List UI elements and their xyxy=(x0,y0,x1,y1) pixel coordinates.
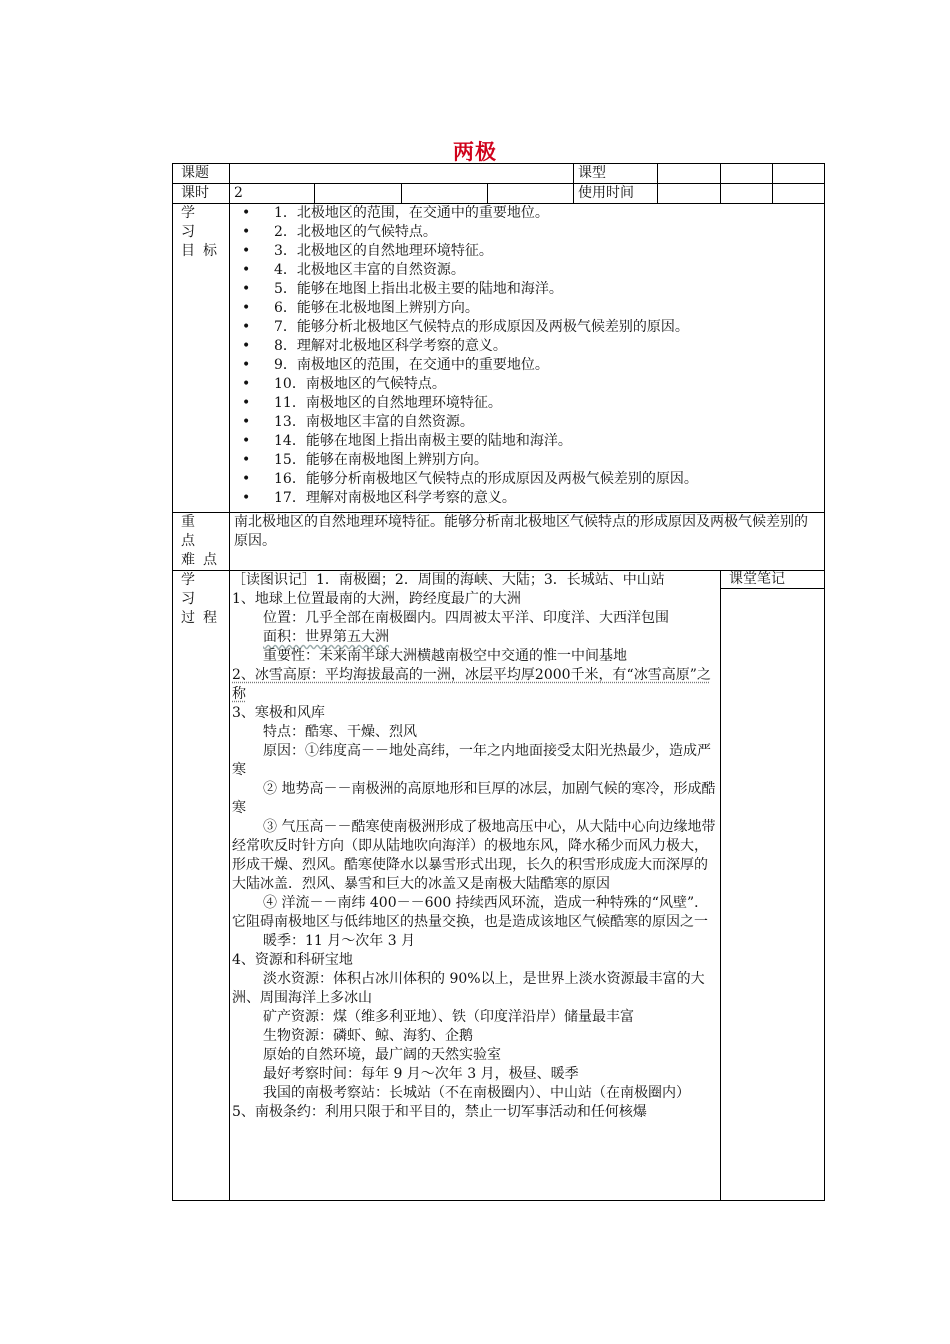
use-time-value xyxy=(658,184,721,204)
process-paragraph: 生物资源：磷虾、鲸、海豹、企鹅 xyxy=(263,1028,473,1044)
list-item: • 9．南极地区的范围，在交通中的重要地位。 xyxy=(274,356,820,375)
process-paragraph: 原始的自然环境，最广阔的天然实验室 xyxy=(263,1047,501,1063)
list-item: • 13．南极地区丰富的自然资源。 xyxy=(274,413,820,432)
process-paragraph: 5、南极条约：利用只限于和平目的，禁止一切军事活动和任何核爆 xyxy=(232,1104,647,1120)
process-paragraph: ④ 洋流－－南纬 400－－600 持续西风环流，造成一种特殊的“风壁”．它阻碍南极地区与低纬地区的热量交换，也是造成该地区气候酷寒的原因之一 xyxy=(232,895,709,930)
list-item: • 5．能够在地图上指出北极主要的陆地和海洋。 xyxy=(274,280,820,299)
process-label: 学 习 过程 xyxy=(173,571,230,1201)
list-item: • 6．能够在北极地图上辨别方向。 xyxy=(274,299,820,318)
goals-label: 学 习 目标 xyxy=(173,204,230,513)
process-content xyxy=(230,571,721,1201)
empty-cell xyxy=(773,184,825,204)
list-item: • 16．能够分析南极地区气候特点的形成原因及两极气候差别的原因。 xyxy=(274,470,820,489)
empty-cell xyxy=(488,184,574,204)
list-item: • 15．能够在南极地图上辨别方向。 xyxy=(274,451,820,470)
use-time-label: 使用时间 xyxy=(574,184,658,204)
keypoints-text: 南北极地区的自然地理环境特征。能够分析南北极地区气候特点的形成原因及两极气候差别的原因。 xyxy=(230,513,825,571)
row-process xyxy=(173,571,825,1201)
process-paragraph: ③ 气压高－－酷寒使南极洲形成了极地高压中心，从大陆中心向边缘地带经常吹反时针方向（即从陆地吹向海洋）的极地东风，降水稀少而风力极大，形成干燥、烈风。酷寒使降水以暴雪形式出现，长久的积雪形成庞大而深厚的大陆冰盖．烈风、暴雪和巨大的冰盖又是南极大陆酷寒的原因 xyxy=(232,819,716,892)
list-item: • 17．理解对南极地区科学考察的意义。 xyxy=(274,489,820,508)
empty-cell xyxy=(315,184,402,204)
process-paragraph: 面积：世界第五大洲 xyxy=(263,629,389,645)
lesson-type-label: 课型 xyxy=(574,164,658,184)
class-notes-cell xyxy=(721,571,825,1201)
list-item: • 7．能够分析北极地区气候特点的形成原因及两极气候差别的原因。 xyxy=(274,318,820,337)
topic-label: 课题 xyxy=(173,164,230,184)
process-paragraph: 矿产资源：煤（维多利亚地）、铁（印度洋沿岸）储量最丰富 xyxy=(263,1009,634,1025)
process-paragraph: 位置：几乎全部在南极圈内。四周被太平洋、印度洋、大西洋包围 xyxy=(263,610,669,626)
empty-cell xyxy=(773,164,825,184)
topic-value xyxy=(230,164,574,184)
hours-value: 2 xyxy=(230,184,315,204)
process-paragraph: 4、资源和科研宝地 xyxy=(232,952,353,968)
empty-cell xyxy=(721,184,773,204)
process-paragraph: 特点：酷寒、干燥、烈风 xyxy=(263,724,417,740)
process-paragraph: 重要性：未来南半球大洲横越南极空中交通的惟一中间基地 xyxy=(263,648,627,664)
class-notes-label: 课堂笔记 xyxy=(721,571,824,589)
list-item: • 4．北极地区丰富的自然资源。 xyxy=(274,261,820,280)
list-item: • 11．南极地区的自然地理环境特征。 xyxy=(274,394,820,413)
lesson-type-value xyxy=(658,164,721,184)
list-item: • 2．北极地区的气候特点。 xyxy=(274,223,820,242)
process-paragraph: ② 地势高－－南极洲的高原地形和巨厚的冰层，加剧气候的寒冷，形成酷寒 xyxy=(232,781,716,816)
lesson-plan-table xyxy=(172,163,825,1201)
process-paragraph: 1、地球上位置最南的大洲，跨经度最广的大洲 xyxy=(232,591,521,607)
page-title: 两极 xyxy=(453,139,497,164)
row-topic xyxy=(173,164,825,184)
list-item: • 1．北极地区的范围，在交通中的重要地位。 xyxy=(274,204,820,223)
process-paragraph: ［读图识记］1．南极圈；2．周围的海峡、大陆；3．长城站、中山站 xyxy=(232,572,665,588)
process-paragraph: 最好考察时间：每年 9 月～次年 3 月，极昼、暖季 xyxy=(263,1066,579,1082)
empty-cell xyxy=(721,164,773,184)
process-paragraph: 暖季：11 月～次年 3 月 xyxy=(263,933,416,949)
row-goals xyxy=(173,204,825,513)
list-item: • 3．北极地区的自然地理环境特征。 xyxy=(274,242,820,261)
list-item: • 8．理解对北极地区科学考察的意义。 xyxy=(274,337,820,356)
hours-label: 课时 xyxy=(173,184,230,204)
process-paragraph: 2、冰雪高原：平均海拔最高的一洲，冰层平均厚2000千米，有“冰雪高原”之称 xyxy=(232,667,711,702)
process-paragraph: 淡水资源：体积占冰川体积的 90%以上，是世界上淡水资源最丰富的大洲、周围海洋上多冰山 xyxy=(232,971,705,1006)
row-keypoints xyxy=(173,513,825,571)
goals-cell xyxy=(230,204,825,513)
keypoints-label: 重 点 难点 xyxy=(173,513,230,571)
process-paragraph: 原因：①纬度高－－地处高纬，一年之内地面接受太阳光热最少，造成严寒 xyxy=(232,743,711,778)
goals-list xyxy=(234,204,820,508)
row-hours xyxy=(173,184,825,204)
list-item: • 10．南极地区的气候特点。 xyxy=(274,375,820,394)
empty-cell xyxy=(402,184,488,204)
process-paragraph: 3、寒极和风库 xyxy=(232,705,325,721)
list-item: • 14．能够在地图上指出南极主要的陆地和海洋。 xyxy=(274,432,820,451)
process-paragraph: 我国的南极考察站：长城站（不在南极圈内）、中山站（在南极圈内） xyxy=(263,1085,690,1101)
